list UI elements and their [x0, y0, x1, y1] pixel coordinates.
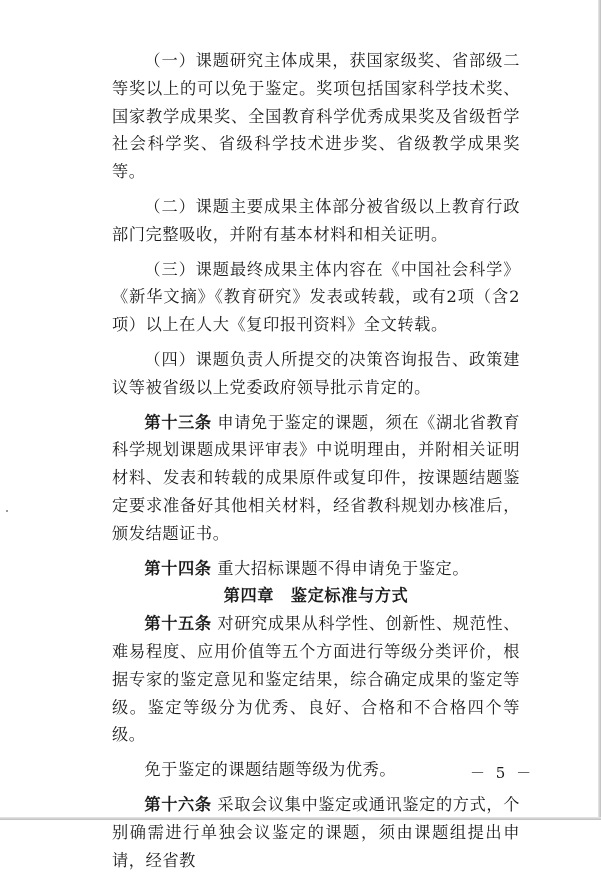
article-text: 重大招标课题不得申请免于鉴定。 [217, 558, 470, 578]
article-label: 第十四条 [144, 558, 212, 578]
article-label: 第十六条 [144, 794, 212, 814]
paragraph-text: （四）课题负责人所提交的决策咨询报告、政策建议等被省级以上党委政府领导批示肯定的。 [112, 349, 520, 397]
scan-speck [6, 510, 8, 512]
page-number: － 5 － [470, 764, 535, 782]
article-16 [112, 791, 520, 874]
article-text: 对研究成果从科学性、创新性、规范性、难易程度、应用价值等五个方面进行等级分类评价，根据专家的鉴定意见和鉴定结果，综合确定成果的鉴定等级。鉴定等级分为优秀、良好、合格和不合格四个等级。 [112, 614, 520, 745]
paragraph-exempt-grade [112, 756, 520, 784]
article-label: 第十五条 [144, 614, 212, 634]
paragraph-item-1 [112, 47, 520, 186]
paragraph-item-2 [112, 193, 520, 249]
paragraph-text: （二）课题主要成果主体部分被省级以上教育行政部门完整吸收，并附有基本材料和相关证明。 [112, 196, 520, 244]
article-text: 申请免于鉴定的课题，须在《湖北省教育科学规划课题成果评审表》中说明理由，并附相关证明材料、发表和转载的成果原件或复印件，按课题结题鉴定要求准备好其他相关材料，经省教科规划办核准后，颁发结题证书。 [112, 412, 520, 543]
paragraph-text: 免于鉴定的课题结题等级为优秀。 [144, 760, 397, 780]
article-text: 采取会议集中鉴定或通讯鉴定的方式，个别确需进行单独会议鉴定的课题，须由课题组提出申请，经省教 [112, 794, 520, 870]
document-body [112, 47, 520, 874]
paragraph-item-4 [112, 346, 520, 402]
paragraph-text: （一）课题研究主体成果，获国家级奖、省部级二等奖以上的可以免于鉴定。奖项包括国家科学技术奖、国家教学成果奖、全国教育科学优秀成果奖及省级哲学社会科学奖、省级科学技术进步奖、省级教学成果奖等。 [112, 51, 520, 182]
article-13 [112, 409, 520, 548]
paragraph-text: （三）课题最终成果主体内容在《中国社会科学》《新华文摘》《教育研究》发表或转载，或有2项（含2项）以上在人大《复印报刊资料》全文转载。 [112, 259, 520, 335]
paragraph-item-3 [112, 256, 520, 339]
article-14 [112, 555, 520, 583]
article-15 [112, 610, 520, 749]
article-label: 第十三条 [144, 412, 212, 432]
chapter-heading: 第四章 鉴定标准与方式 [223, 586, 409, 606]
